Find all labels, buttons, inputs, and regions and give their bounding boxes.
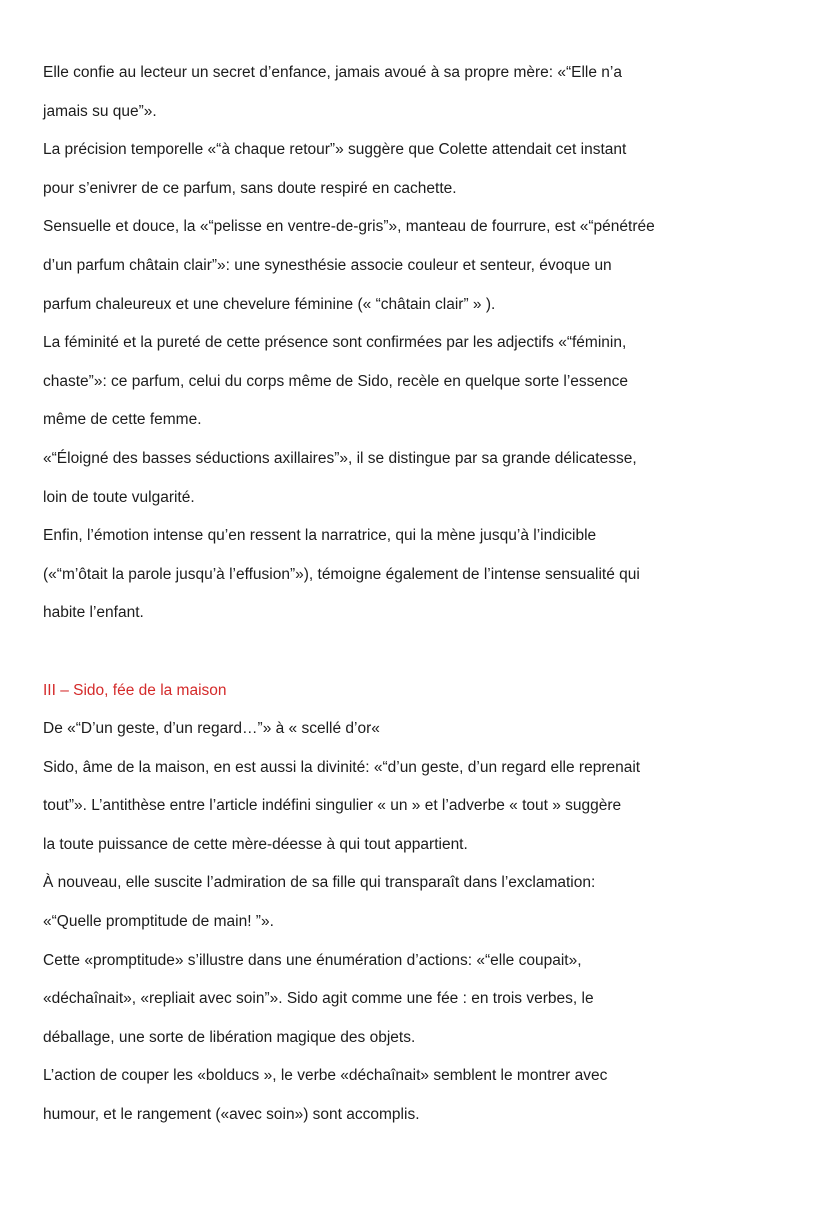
text-line: humour, et le rangement («avec soin») sont accomplis. — [43, 1106, 420, 1124]
text-line: À nouveau, elle suscite l’admiration de sa fille qui transparaît dans l’exclamation: — [43, 874, 596, 892]
text-line: «déchaînait», «repliait avec soin”». Sido agit comme une fée : en trois verbes, le — [43, 990, 594, 1008]
text-line: La féminité et la pureté de cette présence sont confirmées par les adjectifs «“féminin, — [43, 334, 627, 352]
text-line: jamais su que”». — [43, 102, 157, 120]
text-line: «“Éloigné des basses séductions axillaires”», il se distingue par sa grande délicatesse, — [43, 449, 637, 467]
text-line: parfum chaleureux et une chevelure féminine (« “châtain clair” » ). — [43, 295, 496, 313]
text-line: Sido, âme de la maison, en est aussi la divinité: «“d’un geste, d’un regard elle reprenait — [43, 758, 641, 776]
text-line: d’un parfum châtain clair”»: une synesthésie associe couleur et senteur, évoque un — [43, 256, 612, 274]
text-line: Enfin, l’émotion intense qu’en ressent la narratrice, qui la mène jusqu’à l’indicible — [43, 527, 597, 545]
text-line: même de cette femme. — [43, 411, 202, 429]
text-line: la toute puissance de cette mère-déesse à qui tout appartient. — [43, 835, 468, 853]
text-line: chaste”»: ce parfum, celui du corps même de Sido, recèle en quelque sorte l’essence — [43, 372, 629, 390]
document-page — [43, 54, 803, 1135]
text-line: «“Quelle promptitude de main! ”». — [43, 913, 274, 931]
text-line: habite l’enfant. — [43, 604, 144, 622]
text-line: De «“D’un geste, d’un regard…”» à « scellé d’or« — [43, 720, 380, 738]
text-line: Elle confie au lecteur un secret d’enfance, jamais avoué à sa propre mère: «“Elle n’a — [43, 64, 622, 81]
text-line: pour s’enivrer de ce parfum, sans doute respiré en cachette. — [43, 179, 457, 197]
text-line: L’action de couper les «bolducs », le verbe «déchaînait» semblent le montrer avec — [43, 1067, 608, 1085]
text-line: Cette «promptitude» s’illustre dans une énumération d’actions: «“elle coupait», — [43, 951, 582, 969]
section-2-body — [43, 54, 803, 633]
section-heading: III – Sido, fée de la maison — [43, 681, 227, 699]
text-line: La précision temporelle «“à chaque retour”» suggère que Colette attendait cet instant — [43, 141, 627, 159]
paragraph-spacer — [43, 633, 803, 672]
text-line: tout”». L’antithèse entre l’article indéfini singulier « un » et l’adverbe « tout » suggère — [43, 797, 622, 815]
text-line: déballage, une sorte de libération magique des objets. — [43, 1028, 416, 1046]
text-line: Sensuelle et douce, la «“pelisse en ventre-de-gris”», manteau de fourrure, est «“pénétrée — [43, 218, 655, 236]
text-line: («“m’ôtait la parole jusqu’à l’effusion”»), témoigne également de l’intense sensualité qui — [43, 565, 640, 583]
section-3 — [43, 672, 803, 1135]
text-line: loin de toute vulgarité. — [43, 488, 195, 506]
